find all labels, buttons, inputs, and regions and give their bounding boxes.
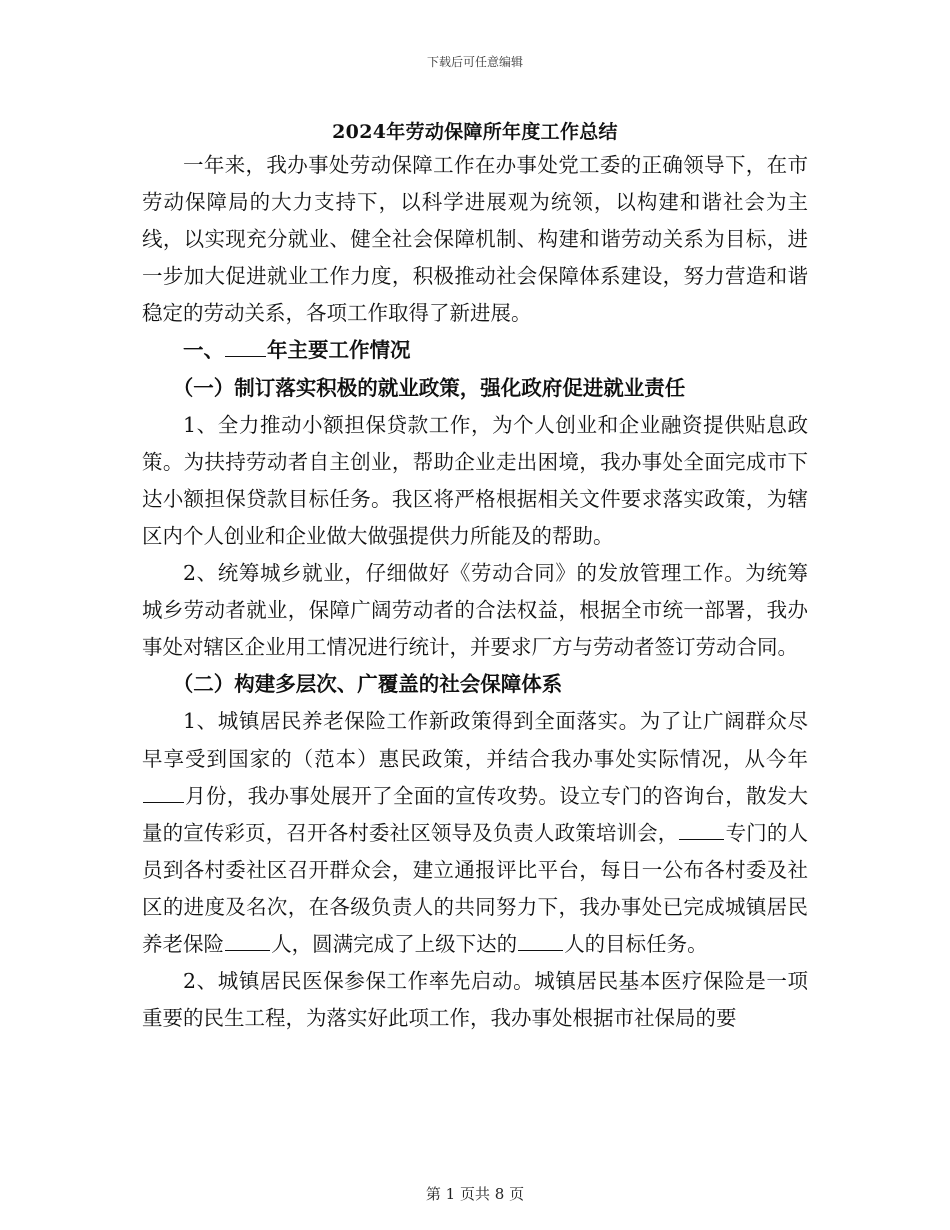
- pension-text-part: 专门的人员到各村委社区召开群众会，建立通报评比平台，每日一公布各村委及社区的进度及名次，在各级负责人的共同努力下，我办事处已完成城镇居民养老保险: [142, 820, 809, 956]
- intro-paragraph: 一年来，我办事处劳动保障工作在办事处党工委的正确领导下，在市劳动保障局的大力支持下，以科学进展观为统领，以构建和谐社会为主线，以实现充分就业、健全社会保障机制、构建和谐劳动关系为目标，进一步加大促进就业工作力度，积极推动社会保障体系建设，努力营造和谐稳定的劳动关系，各项工作取得了新进展。: [142, 153, 808, 326]
- blank-field: [225, 336, 266, 358]
- paragraph-employment: 2、统筹城乡就业，仔细做好《劳动合同》的发放管理工作。为统筹城乡劳动者就业，保障广阔劳动者的合法权益，根据全市统一部署，我办事处对辖区企业用工情况进行统计，并要求厂方与劳动者签订劳动合同。: [142, 561, 808, 660]
- document-body: [142, 147, 808, 1037]
- pension-text-part: 1、城镇居民养老保险工作新政策得到全面落实。为了让广阔群众尽早享受到国家的（范本）惠民政策，并结合我办事处实际情况，从今年: [142, 709, 808, 771]
- blank-field: [225, 929, 270, 951]
- pension-text-part: 人的目标任务。: [564, 931, 708, 956]
- section-heading-1: [142, 332, 808, 369]
- subsection-heading-2: （二）构建多层次、广覆盖的社会保障体系: [172, 672, 563, 697]
- pension-text-part: 人，圆满完成了上级下达的: [271, 931, 518, 956]
- section-heading-prefix: 一、: [183, 338, 224, 363]
- page-footer: 第 1 页共 8 页: [425, 1185, 525, 1203]
- section-heading-suffix: 年主要工作情况: [267, 338, 411, 363]
- subsection-heading-1: （一）制订落实积极的就业政策，强化政府促进就业责任: [172, 375, 686, 400]
- pension-text-part: 月份，我办事处展开了全面的宣传攻势。设立专门的咨询台，散发大量的宣传彩页，召开各村委社区领导及负责人政策培训会，: [142, 783, 808, 845]
- blank-field: [679, 818, 724, 840]
- paragraph-pension: [142, 703, 808, 963]
- paragraph-loan: 1、全力推动小额担保贷款工作，为个人创业和企业融资提供贴息政策。为扶持劳动者自主创业，帮助企业走出困境，我办事处全面完成市下达小额担保贷款目标任务。我区将严格根据相关文件要求落实政策，为辖区内个人创业和企业做大做强提供力所能及的帮助。: [142, 412, 808, 548]
- blank-field: [143, 781, 184, 803]
- blank-field: [518, 929, 563, 951]
- document-title: 2024年劳动保障所年度工作总结: [332, 121, 618, 143]
- paragraph-medical: 2、城镇居民医保参保工作率先启动。城镇居民基本医疗保险是一项重要的民生工程，为落实好此项工作，我办事处根据市社保局的要: [142, 969, 808, 1031]
- header-note: 下载后可任意编辑: [426, 55, 523, 69]
